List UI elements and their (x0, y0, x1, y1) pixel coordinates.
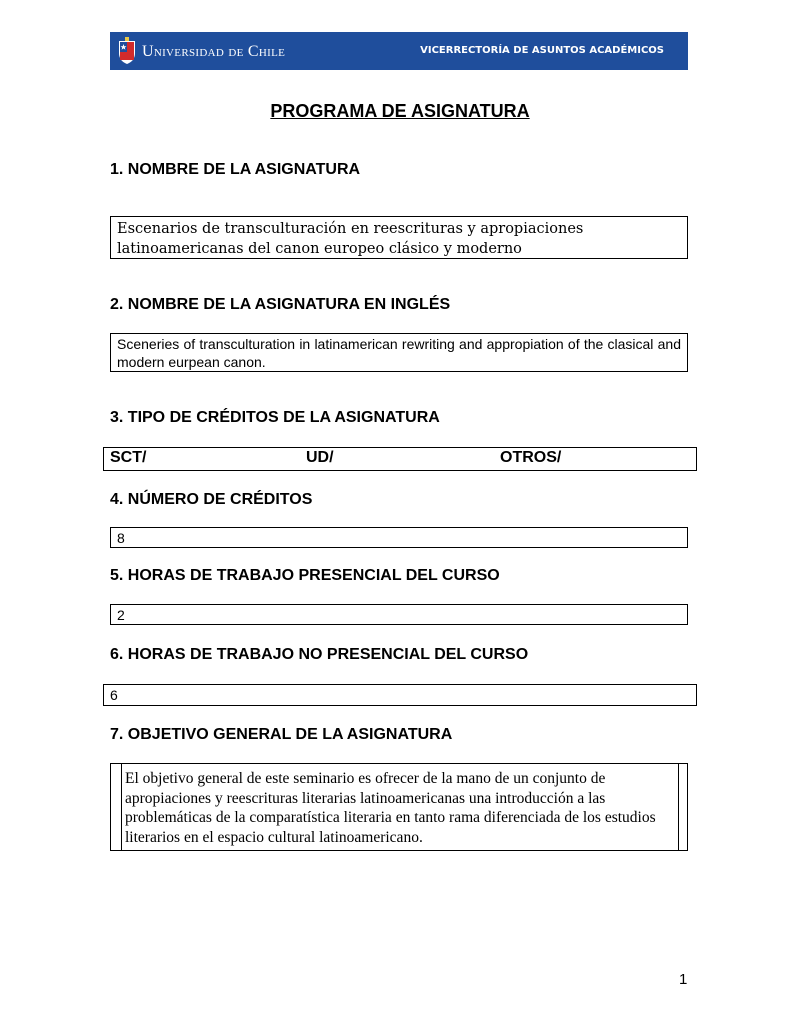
credit-ud-label: UD/ (306, 449, 334, 466)
section-5-heading: 5. HORAS DE TRABAJO PRESENCIAL DEL CURSO (110, 567, 500, 584)
credits-number-box (110, 527, 688, 548)
university-crest-icon (117, 37, 137, 65)
section-7-heading: 7. OBJETIVO GENERAL DE LA ASIGNATURA (110, 726, 453, 743)
page-number: 1 (679, 971, 688, 988)
section-2-heading: 2. NOMBRE DE LA ASIGNATURA EN INGLÉS (110, 296, 451, 313)
header-banner (110, 32, 688, 70)
credit-otros-label: OTROS/ (500, 449, 562, 466)
section-1-heading: 1. NOMBRE DE LA ASIGNATURA (110, 161, 361, 178)
section-4-heading: 4. NÚMERO DE CRÉDITOS (110, 491, 313, 508)
credit-type-box (103, 447, 697, 471)
course-name-english-value: Sceneries of transculturation in latinamerican rewriting and appropiation of the clasical and modern eurpean canon. (117, 336, 681, 370)
course-name-value: Escenarios de transculturación en reescrituras y apropiaciones latinoamericanas del canon europeo clásico y moderno (117, 221, 584, 257)
section-3-heading: 3. TIPO DE CRÉDITOS DE LA ASIGNATURA (110, 409, 440, 426)
university-name: Universidad de Chile (142, 43, 286, 60)
objective-box (110, 763, 688, 851)
non-presential-hours-box (103, 684, 697, 706)
non-presential-hours-value: 6 (110, 687, 118, 703)
credit-sct-label: SCT/ (110, 449, 147, 466)
presential-hours-value: 2 (117, 607, 125, 623)
course-name-box (110, 216, 688, 259)
section-6-heading: 6. HORAS DE TRABAJO NO PRESENCIAL DEL CURSO (110, 646, 529, 663)
objective-text: El objetivo general de este seminario es ofrecer de la mano de un conjunto de apropiaciones y reescrituras literarias latinoamericanas una introducción a las problemáticas de la comparatística literaria en tanto rama diferenciada de los estudios literarios en el espacio cultural latinoamericano. (125, 770, 656, 846)
credits-number-value: 8 (117, 530, 125, 546)
presential-hours-box (110, 604, 688, 625)
document-title: PROGRAMA DE ASIGNATURA (270, 101, 530, 121)
vicerrectoria-label: VICERRECTORÍA DE ASUNTOS ACADÉMICOS (420, 45, 664, 56)
course-name-english-box (110, 333, 688, 372)
